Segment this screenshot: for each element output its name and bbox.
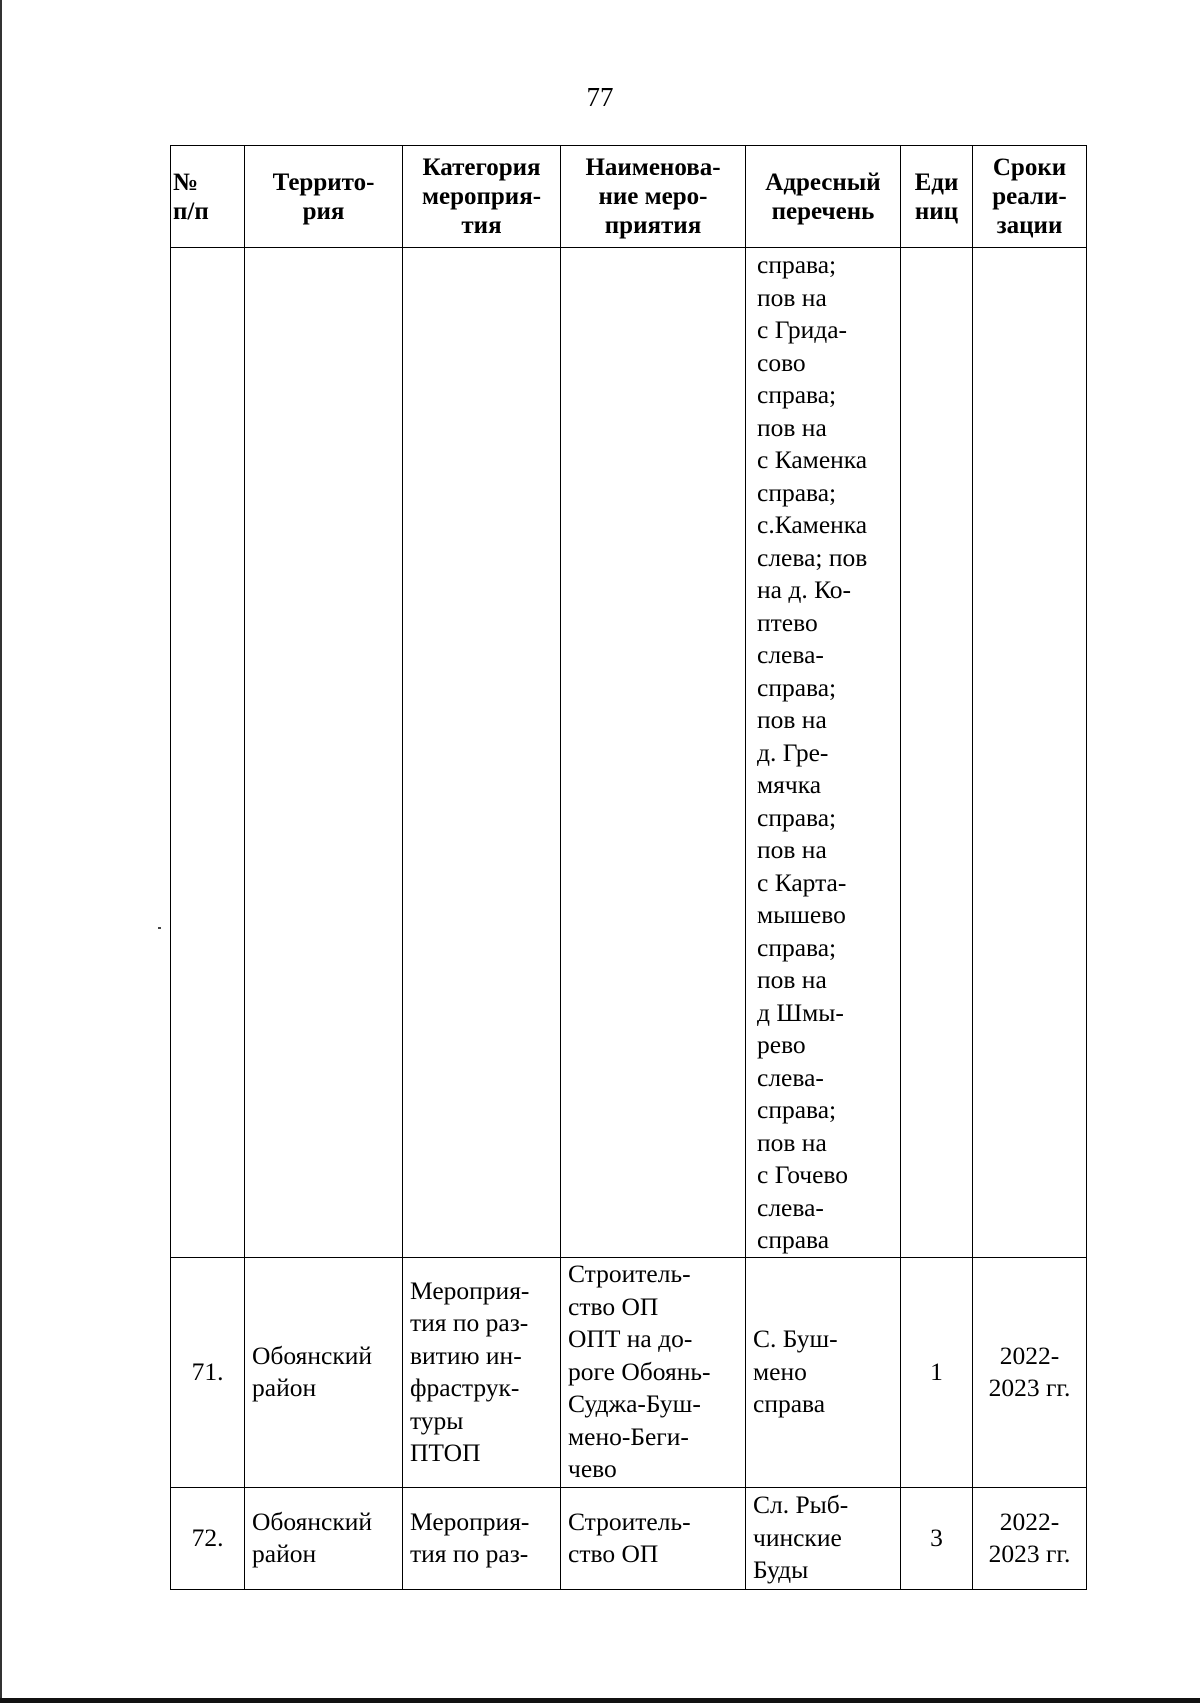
cell-units: 3 xyxy=(901,1487,973,1589)
cell-category: Мероприя- тия по раз- xyxy=(403,1487,561,1589)
cell-name: Строитель- ство ОП xyxy=(561,1487,746,1589)
cell-period xyxy=(973,248,1087,1258)
cell-address: справа; пов на с Грида- сово справа; пов на с Каменка справа; с.Каменка слева; пов на д. Ко- птево слева- справа; пов на д. Гре- мячка справа; пов на с Карта- мышево справа; пов на д Шмы- рево слева- справа; пов на с Гочево слева- справа xyxy=(746,248,901,1258)
scan-edge-left xyxy=(0,0,2,1703)
scan-speck xyxy=(158,927,161,929)
cell-period: 2022- 2023 гг. xyxy=(973,1487,1087,1589)
cell-territory: Обоянский район xyxy=(245,1487,403,1589)
table-row xyxy=(171,1257,1087,1487)
cell-number xyxy=(171,248,245,1258)
header-number: № п/п xyxy=(171,146,245,248)
cell-number: 71. xyxy=(171,1257,245,1487)
cell-category: Мероприя- тия по раз- витию ин- фраструк- туры ПТОП xyxy=(403,1257,561,1487)
table-header-row xyxy=(171,146,1087,248)
cell-units: 1 xyxy=(901,1257,973,1487)
header-address: Адресный перечень xyxy=(746,146,901,248)
cell-name: Строитель- ство ОП ОПТ на до- роге Обоянь- Суджа-Буш- мено-Беги- чево xyxy=(561,1257,746,1487)
table-row xyxy=(171,1487,1087,1589)
measures-table xyxy=(170,145,1087,1590)
cell-category xyxy=(403,248,561,1258)
header-period: Сроки реали- зации xyxy=(973,146,1087,248)
cell-territory: Обоянский район xyxy=(245,1257,403,1487)
cell-number: 72. xyxy=(171,1487,245,1589)
header-territory: Террито- рия xyxy=(245,146,403,248)
cell-territory xyxy=(245,248,403,1258)
cell-address: С. Буш- мено справа xyxy=(746,1257,901,1487)
table-row-continuation xyxy=(171,248,1087,1258)
cell-address: Сл. Рыб- чинские Буды xyxy=(746,1487,901,1589)
header-category: Категория мероприя- тия xyxy=(403,146,561,248)
scan-edge-bottom xyxy=(0,1698,1200,1703)
header-name: Наименова- ние меро- приятия xyxy=(561,146,746,248)
header-units: Еди ниц xyxy=(901,146,973,248)
cell-period: 2022- 2023 гг. xyxy=(973,1257,1087,1487)
cell-name xyxy=(561,248,746,1258)
page-number: 77 xyxy=(586,82,614,112)
cell-units xyxy=(901,248,973,1258)
